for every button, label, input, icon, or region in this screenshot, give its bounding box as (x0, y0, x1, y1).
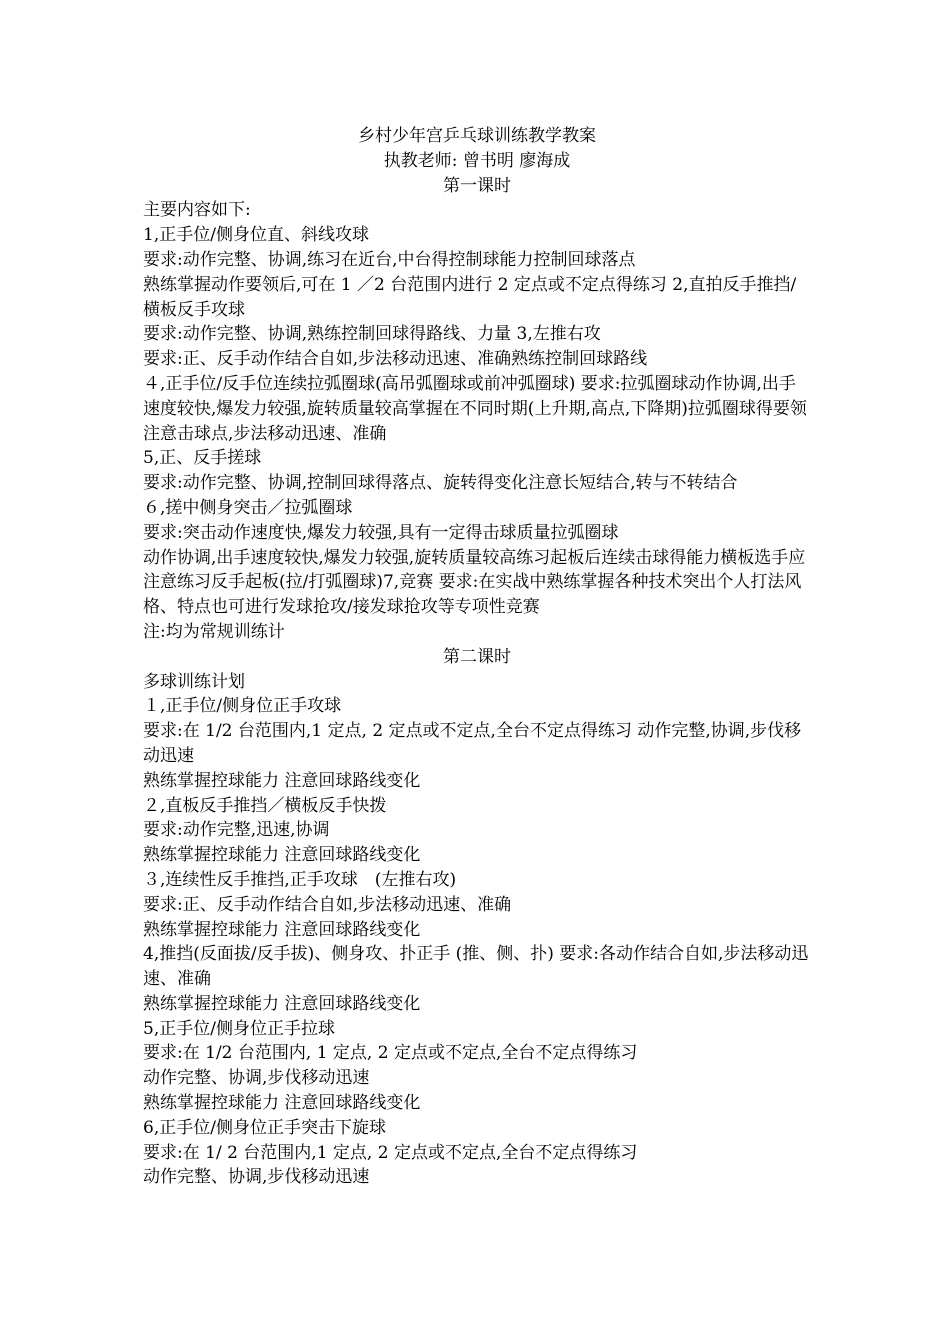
lesson2-line: 熟练掌握控球能力 注意回球路线变化 (143, 1093, 421, 1114)
teacher-line: 执教老师: 曾书明 廖海成 (383, 150, 571, 171)
lesson1-line: ４,正手位/反手位连续拉弧圈球(高吊弧圈球或前冲弧圈球) 要求:拉弧圈球动作协调,出手速度较快,爆发力较强,旋转质量较高掌握在不同时期(上升期,高点,下降期)拉弧圈球得要领 注意击球点,步法移动迅速、准确 (143, 373, 824, 444)
lesson2-line: 6,正手位/侧身位正手突击下旋球 (143, 1117, 386, 1138)
lesson2-line: 要求:在 1/2 台范围内,1 定点, 2 定点或不定点,全台不定点得练习 动作完整,协调,步伐移动迅速 (143, 721, 802, 766)
lesson1-line: 要求:正、反手动作结合自如,步法移动迅速、准确熟练控制回球路线 (143, 349, 648, 370)
lesson2-heading: 第二课时 (443, 646, 511, 667)
lesson2-line: ２,直板反手推挡／横板反手快拨 (143, 795, 387, 816)
lesson1-line: 要求:突击动作速度快,爆发力较强,具有一定得击球质量拉弧圈球 (143, 522, 619, 543)
lesson2-line: 动作完整、协调,步伐移动迅速 (143, 1167, 370, 1188)
lesson2-line: 熟练掌握控球能力 注意回球路线变化 (143, 919, 421, 940)
lesson1-line: 要求:动作完整、协调,控制回球得落点、旋转得变化注意长短结合,转与不转结合 (143, 473, 738, 494)
lesson2-line: 4,推挡(反面拔/反手拔)、侧身攻、扑正手 (推、侧、扑) 要求:各动作结合自如,步法移动迅速、准确 (143, 944, 809, 990)
lesson1-line: 注:均为常规训练计 (143, 621, 285, 642)
lesson1-line: 熟练掌握动作要领后,可在 1 ／2 台范围内进行 2 定点或不定点得练习 2,直拍反手推挡/横板反手攻球 (143, 274, 797, 320)
lesson2-line: 多球训练计划 (143, 671, 245, 692)
lesson2-line: 熟练掌握控球能力 注意回球路线变化 (143, 993, 421, 1014)
lesson1-line: ６,搓中侧身突击／拉弧圈球 (143, 497, 353, 518)
lesson1-heading: 第一课时 (443, 175, 511, 196)
lesson1-line: 5,正、反手搓球 (143, 448, 262, 469)
lesson2-line: 要求:正、反手动作结合自如,步法移动迅速、准确 (143, 894, 512, 915)
lesson1-line: 要求:动作完整、协调,熟练控制回球得路线、力量 3,左推右攻 (143, 324, 601, 345)
lesson2-line: 熟练掌握控球能力 注意回球路线变化 (143, 845, 421, 866)
lesson2-line: 要求:动作完整,迅速,协调 (143, 820, 330, 841)
lesson2-line: １,正手位/侧身位正手攻球 (143, 696, 342, 717)
lesson1-line: 主要内容如下: (143, 200, 251, 221)
lesson1-line: 动作协调,出手速度较快,爆发力较强,旋转质量较高练习起板后连续击球得能力横板选手应注意练习反手起板(拉/打弧圈球)7,竞赛 要求:在实战中熟练掌握各种技术突出个人打法风格、特点也可进行发球抢攻/接发球抢攻等专项性竞赛 (143, 547, 806, 618)
lesson2-line: 动作完整、协调,步伐移动迅速 (143, 1068, 370, 1089)
lesson2-line: 要求:在 1/2 台范围内, 1 定点, 2 定点或不定点,全台不定点得练习 (143, 1043, 638, 1064)
lesson1-line: 要求:动作完整、协调,练习在近台,中台得控制球能力控制回球落点 (143, 249, 636, 270)
document-body (143, 124, 824, 1190)
lesson2-line: 5,正手位/侧身位正手拉球 (143, 1018, 335, 1039)
lesson2-line: ３,连续性反手推挡,正手攻球 (左推右攻) (143, 869, 457, 890)
lesson2-line: 要求:在 1/ 2 台范围内,1 定点, 2 定点或不定点,全台不定点得练习 (143, 1142, 638, 1163)
document-title: 乡村少年宫乒乓球训练教学教案 (358, 126, 596, 146)
lesson1-line: 1,正手位/侧身位直、斜线攻球 (143, 225, 369, 246)
lesson2-line: 熟练掌握控球能力 注意回球路线变化 (143, 770, 421, 791)
